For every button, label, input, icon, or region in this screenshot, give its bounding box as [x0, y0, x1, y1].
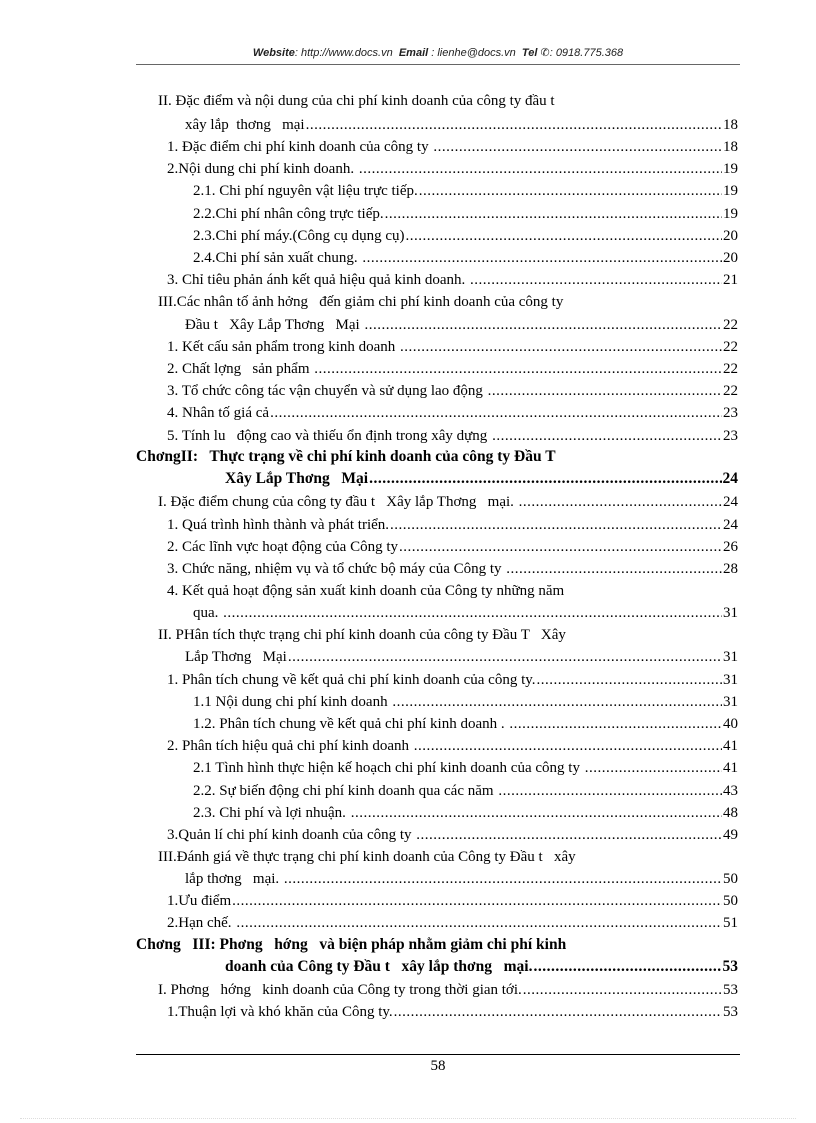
tel-label: Tel — [521, 47, 538, 59]
email-value: : lienhe@docs.vn — [431, 47, 516, 59]
toc-line: 4. Kết quả hoạt động sản xuất kinh doanh của Công ty những năm — [167, 583, 565, 599]
toc-line: III.Đánh giá về thực trạng chi phí kinh doanh của Công ty Đầu t xây — [158, 849, 576, 865]
toc-entry[interactable]: 3. Chỉ tiêu phản ánh kết quả hiệu quả kinh doanh. ..... 21 — [167, 269, 738, 291]
toc-entry[interactable]: 3. Chức năng, nhiệm vụ và tổ chức bộ máy của Công ty ..... 28 — [167, 558, 738, 580]
toc-entry[interactable]: 1. Quá trình hình thành và phát triển. ..... 24 — [167, 514, 738, 536]
toc-entry[interactable]: 3. Tổ chức công tác vận chuyển và sử dụng lao động ..... 22 — [167, 380, 738, 402]
toc-entry[interactable]: 2. Phân tích hiệu quả chi phí kinh doanh ..... 41 — [167, 735, 738, 757]
toc-entry[interactable]: Lắp Thơng Mại ..... 31 — [185, 646, 738, 668]
website-label: Website — [252, 47, 295, 59]
toc-entry[interactable]: 1.Thuận lợi và khó khăn của Công ty. ..... 53 — [167, 1001, 738, 1023]
email-label: Email — [398, 47, 429, 59]
toc-entry[interactable]: qua. ..... 31 — [193, 602, 738, 624]
chapter-entry[interactable]: doanh của Công ty Đầu t xây lắp thơng mại. ..... 53 — [225, 956, 738, 978]
website-value: : http://www.docs.vn — [294, 47, 393, 59]
tel-value: : 0918.775.368 — [549, 47, 624, 59]
toc-entry[interactable]: lắp thơng mại. ..... 50 — [185, 868, 738, 890]
page-edge-decoration — [20, 1118, 796, 1119]
toc-entry[interactable]: 1.1 Nội dung chi phí kinh doanh ..... 31 — [193, 691, 738, 713]
toc-entry[interactable]: 2.Hạn chế. ..... 51 — [167, 912, 738, 934]
chapter-heading: ChơngII: Thực trạng về chi phí kinh doanh của công ty Đầu T — [136, 448, 556, 465]
toc-entry[interactable]: 2.1 Tình hình thực hiện kế hoạch chi phí kinh doanh của công ty ..... 41 — [193, 757, 738, 779]
page-number: 58 — [430, 1058, 446, 1074]
toc-entry[interactable]: 2.Nội dung chi phí kinh doanh. ..... 19 — [167, 158, 738, 180]
toc-entry[interactable]: 2. Các lĩnh vực hoạt động của Công ty ..... 26 — [167, 536, 738, 558]
header-divider — [136, 64, 740, 65]
toc-entry[interactable]: 1. Đặc điểm chi phí kinh doanh của công ty ..... 18 — [167, 136, 738, 158]
toc-entry[interactable]: 2.2.Chi phí nhân công trực tiếp. ..... 19 — [193, 203, 738, 225]
toc-entry[interactable]: 1. Phân tích chung về kết quả chi phí kinh doanh của công ty. ..... 31 — [167, 669, 738, 691]
toc-entry[interactable]: I. Đặc điểm chung của công ty đầu t Xây lắp Thơng mại. ..... 24 — [158, 491, 738, 513]
toc-entry[interactable]: Đầu t Xây Lắp Thơng Mại ..... 22 — [185, 314, 738, 336]
toc-entry[interactable]: 4. Nhân tố giá cả ..... 23 — [167, 402, 738, 424]
toc-entry[interactable]: 5. Tính lu động cao và thiếu ổn định trong xây dựng ..... 23 — [167, 425, 738, 447]
toc-entry[interactable]: 2.3. Chi phí và lợi nhuận. ..... 48 — [193, 802, 738, 824]
toc-entry[interactable]: 1. Kết cấu sản phẩm trong kinh doanh ..... 22 — [167, 336, 738, 358]
toc-line: II. PHân tích thực trạng chi phí kinh doanh của công ty Đầu T Xây — [158, 627, 566, 643]
toc-entry[interactable]: 1.Ưu điểm ..... 50 — [167, 890, 738, 912]
toc-entry[interactable]: 2.1. Chi phí nguyên vật liệu trực tiếp. ..... 19 — [193, 180, 738, 202]
toc-line: III.Các nhân tố ảnh hởng đến giảm chi phí kinh doanh của công ty — [158, 294, 564, 310]
page-header — [136, 46, 740, 59]
toc-line: II. Đặc điểm và nội dung của chi phí kinh doanh của công ty đầu t — [158, 93, 555, 109]
toc-entry[interactable]: xây lắp thơng mại ..... 18 — [185, 114, 738, 136]
footer-divider — [136, 1054, 740, 1055]
toc-entry[interactable]: 2.4.Chi phí sản xuất chung. ..... 20 — [193, 247, 738, 269]
toc-entry[interactable]: 1.2. Phân tích chung về kết quả chi phí kinh doanh . ..... 40 — [193, 713, 738, 735]
toc-entry[interactable]: 2. Chất lợng sản phẩm ..... 22 — [167, 358, 738, 380]
chapter-heading: Chơng III: Phơng hớng và biện pháp nhằm giảm chi phí kinh — [136, 936, 567, 953]
toc-entry[interactable]: I. Phơng hớng kinh doanh của Công ty trong thời gian tới. ..... 53 — [158, 979, 738, 1001]
toc-entry[interactable]: 2.3.Chi phí máy.(Công cụ dụng cụ) ..... 20 — [193, 225, 738, 247]
chapter-entry[interactable]: Xây Lắp Thơng Mại ..... 24 — [225, 468, 738, 490]
phone-icon: ✆ — [540, 47, 550, 59]
toc-entry[interactable]: 2.2. Sự biến động chi phí kinh doanh qua các năm ..... 43 — [193, 780, 738, 802]
toc-entry[interactable]: 3.Quản lí chi phí kinh doanh của công ty ..... 49 — [167, 824, 738, 846]
